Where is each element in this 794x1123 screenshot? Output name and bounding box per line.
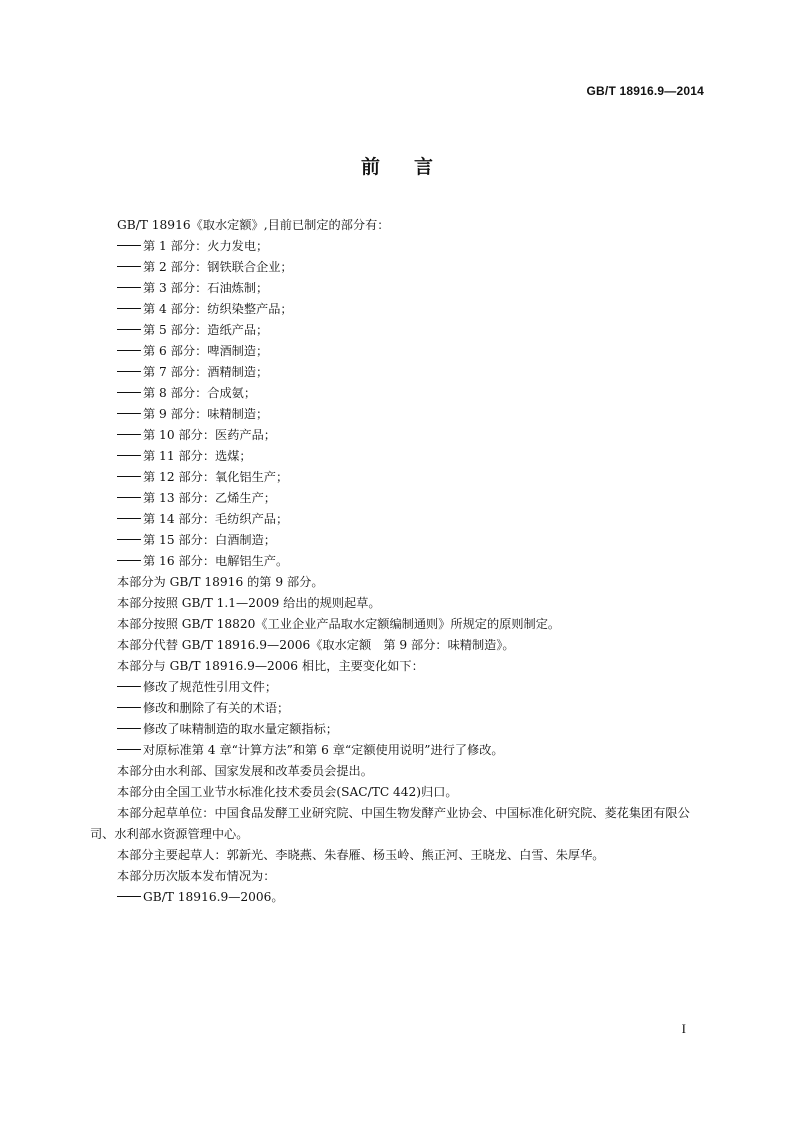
list-item: 第 6 部分：啤酒制造； xyxy=(90,341,708,362)
dash-mark xyxy=(117,434,141,435)
paragraph: 本部分由水利部、国家发展和改革委员会提出。 xyxy=(117,764,373,778)
standard-number: GB/T 18916.9—2014 xyxy=(586,84,704,98)
dash-mark xyxy=(117,749,141,750)
dash-mark xyxy=(117,707,141,708)
list-item: 修改了味精制造的取水量定额指标； xyxy=(90,719,708,740)
list-item: 第 15 部分：白酒制造； xyxy=(90,530,708,551)
dash-mark xyxy=(117,539,141,540)
list-item: 第 10 部分：医药产品； xyxy=(90,425,708,446)
paragraph: 本部分代替 GB/T 18916.9—2006《取水定额 第 9 部分：味精制造》。 xyxy=(117,638,515,652)
dash-mark xyxy=(117,896,141,897)
dash-mark xyxy=(117,413,141,414)
dash-mark xyxy=(117,266,141,267)
dash-mark xyxy=(117,371,141,372)
list-item: 第 16 部分：电解铝生产。 xyxy=(90,551,708,572)
paragraph: 本部分由全国工业节水标准化技术委员会(SAC/TC 442)归口。 xyxy=(117,785,458,799)
paragraph: 本部分主要起草人：郭新光、李晓燕、朱春雁、杨玉岭、熊正河、王晓龙、白雪、朱厚华。 xyxy=(117,848,605,862)
list-item: 第 2 部分：钢铁联合企业； xyxy=(90,257,708,278)
page-title: 前言 xyxy=(360,156,467,178)
changes-list xyxy=(90,677,708,761)
paragraph: 本部分历次版本发布情况为： xyxy=(117,869,276,883)
foreword-body xyxy=(90,215,708,908)
dash-mark xyxy=(117,518,141,519)
list-item: 第 7 部分：酒精制造； xyxy=(90,362,708,383)
list-item: 第 3 部分：石油炼制； xyxy=(90,278,708,299)
list-item: 第 13 部分：乙烯生产； xyxy=(90,488,708,509)
list-item: 修改和删除了有关的术语； xyxy=(90,698,708,719)
paragraph: 本部分按照 GB/T 1.1—2009 给出的规则起草。 xyxy=(117,596,381,610)
paragraph: 本部分与 GB/T 18916.9—2006 相比，主要变化如下： xyxy=(117,659,424,673)
dash-mark xyxy=(117,728,141,729)
dash-mark xyxy=(117,392,141,393)
list-item: GB/T 18916.9—2006。 xyxy=(90,887,708,908)
paragraph: 本部分起草单位：中国食品发酵工业研究院、中国生物发酵产业协会、中国标准化研究院、菱花集团有限公司、水利部水资源管理中心。 xyxy=(90,806,690,841)
list-item: 第 5 部分：造纸产品； xyxy=(90,320,708,341)
list-item: 第 8 部分：合成氨； xyxy=(90,383,708,404)
page-number: I xyxy=(681,1021,686,1036)
list-item: 修改了规范性引用文件； xyxy=(90,677,708,698)
dash-mark xyxy=(117,560,141,561)
dash-mark xyxy=(117,455,141,456)
dash-mark xyxy=(117,350,141,351)
list-item: 第 14 部分：毛纺织产品； xyxy=(90,509,708,530)
dash-mark xyxy=(117,686,141,687)
history-list xyxy=(90,887,708,908)
list-item: 第 11 部分：选煤； xyxy=(90,446,708,467)
list-item: 第 4 部分：纺织染整产品； xyxy=(90,299,708,320)
parts-list xyxy=(90,236,708,572)
list-item: 第 12 部分：氧化铝生产； xyxy=(90,467,708,488)
list-item: 对原标准第 4 章“计算方法”和第 6 章“定额使用说明”进行了修改。 xyxy=(90,740,708,761)
dash-mark xyxy=(117,329,141,330)
list-item: 第 1 部分：火力发电； xyxy=(90,236,708,257)
dash-mark xyxy=(117,245,141,246)
dash-mark xyxy=(117,308,141,309)
dash-mark xyxy=(117,497,141,498)
dash-mark xyxy=(117,476,141,477)
intro-paragraph: GB/T 18916《取水定额》,目前已制定的部分有： xyxy=(117,218,390,232)
list-item: 第 9 部分：味精制造； xyxy=(90,404,708,425)
paragraph: 本部分按照 GB/T 18820《工业企业产品取水定额编制通则》所规定的原则制定。 xyxy=(117,617,561,631)
paragraph: 本部分为 GB/T 18916 的第 9 部分。 xyxy=(117,575,324,589)
dash-mark xyxy=(117,287,141,288)
